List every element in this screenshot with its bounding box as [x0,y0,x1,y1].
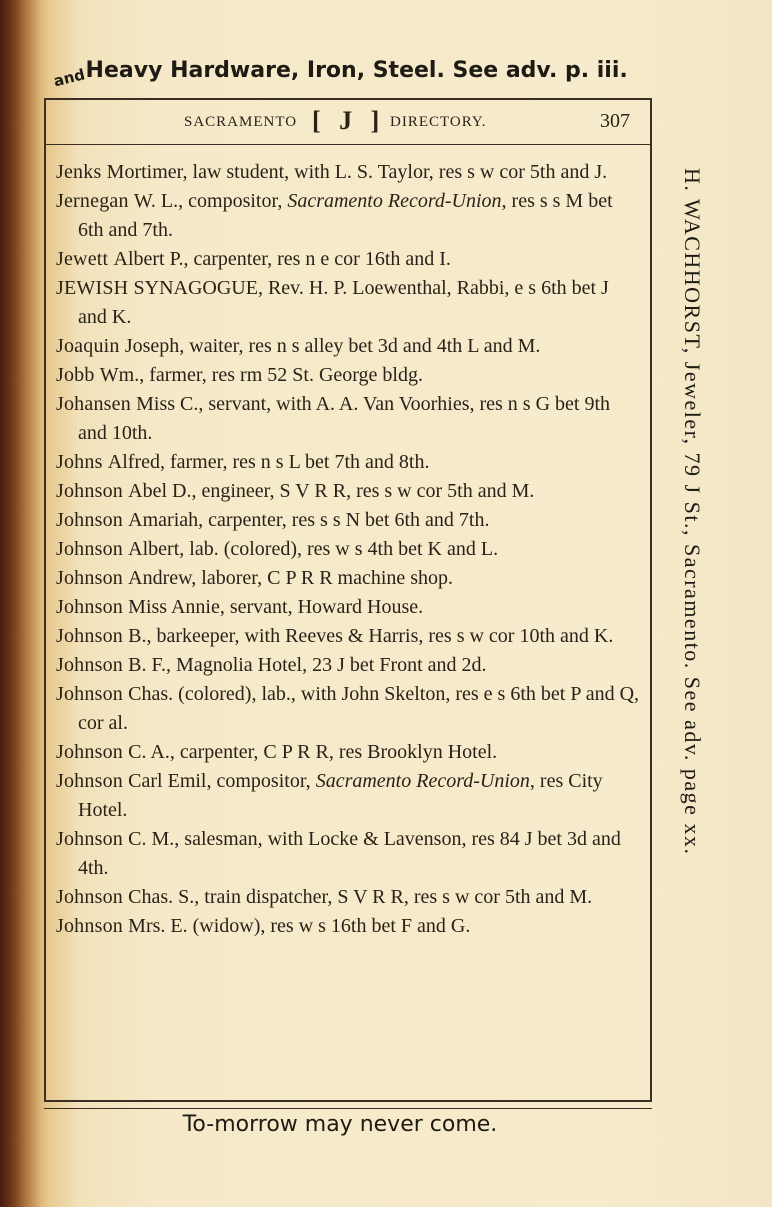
entry-text: Carl Emil, compositor, [128,770,316,792]
bottom-rule [44,1108,652,1109]
directory-entry [56,912,640,941]
entry-surname: Johnson [56,480,129,502]
directory-entry [56,738,640,767]
directory-entry [56,622,640,651]
entry-text: B. F., Magnolia Hotel, 23 J bet Front and 2d. [128,654,487,676]
directory-entry [56,651,640,680]
entry-surname: Jernegan [56,190,134,212]
banner-prefix: and [51,65,87,91]
entry-text: Chas. S., train dispatcher, S V R R, res s w cor 5th and M. [128,886,593,908]
entry-text: Joseph, waiter, res n s alley bet 3d and 4th L and M. [124,335,541,357]
entry-surname: Johns [56,451,108,473]
directory-entry [56,245,640,274]
entry-text: Andrew, laborer, C P R R machine shop. [128,567,454,589]
directory-entry [56,477,640,506]
entry-surname: JEWISH [56,277,134,299]
entry-surname: Jewett [56,248,114,270]
directory-entry [56,825,640,883]
entry-text: C. M., salesman, with Locke & Lavenson, res 84 J bet 3d and 4th. [78,828,621,879]
entry-surname: Jenks [56,161,107,183]
entry-text: Alfred, farmer, res n s L bet 7th and 8th. [107,451,430,473]
entry-text: Chas. (colored), lab., with John Skelton, res e s 6th bet P and Q, cor al. [78,683,640,734]
entry-surname: Johnson [56,770,129,792]
directory-entry [56,535,640,564]
directory-entry [56,883,640,912]
entry-text: Mrs. E. (widow), res w s 16th bet F and G. [128,915,471,937]
directory-entry [56,390,640,448]
directory-entry [56,187,640,245]
entry-surname: Johnson [56,567,129,589]
header-directory: DIRECTORY. [390,114,487,130]
top-advert-banner [52,58,652,98]
entry-surname: Johansen [56,393,137,415]
directory-entry [56,767,640,825]
entry-text: Miss C., servant, with A. A. Van Voorhies, res n s G bet 9th and 10th. [78,393,611,444]
header-city: SACRAMENTO [184,114,298,130]
entry-surname: Johnson [56,625,129,647]
side-advert: H. WACHHORST, Jeweler, 79 J St., Sacramento. See adv. page xx. [680,168,705,856]
entry-surname: Johnson [56,915,129,937]
directory-entry [56,564,640,593]
directory-entries [56,158,640,941]
directory-entry [56,158,640,187]
entry-text: Miss Annie, servant, Howard House. [128,596,424,618]
entry-surname: Jobb [56,364,100,386]
entry-text: Wm., farmer, res rm 52 St. George bldg. [99,364,423,386]
entry-text: SYNAGOGUE, Rev. H. P. Loewenthal, Rabbi, e s 6th bet J and K. [78,277,609,328]
entry-text: C. A., carpenter, C P R R, res Brooklyn Hotel. [128,741,498,763]
entry-surname: Johnson [56,538,129,560]
header-letter: [ J ] [312,106,386,135]
directory-entry [56,448,640,477]
entry-text: W. L., compositor, [133,190,288,212]
directory-entry [56,680,640,738]
entry-italic: Sacramento Record-Union [287,190,502,212]
running-header [44,104,652,145]
entry-surname: Johnson [56,596,129,618]
directory-entry [56,274,640,332]
entry-surname: Johnson [56,828,129,850]
entry-surname: Johnson [56,654,129,676]
entry-surname: Johnson [56,509,129,531]
entry-surname: Johnson [56,741,129,763]
entry-text: Mortimer, law student, with L. S. Taylor, res s w cor 5th and J. [106,161,608,183]
entry-surname: Johnson [56,683,129,705]
directory-entry [56,506,640,535]
entry-text: Albert P., carpenter, res n e cor 16th and I. [113,248,451,270]
entry-text: Albert, lab. (colored), res w s 4th bet K and L. [128,538,499,560]
entry-surname: Joaquin [56,335,125,357]
entry-italic: Sacramento Record-Union [315,770,530,792]
page-edge-shadow [0,0,40,1207]
entry-surname: Johnson [56,886,129,908]
directory-entry [56,593,640,622]
directory-entry [56,332,640,361]
entry-text: Amariah, carpenter, res s s N bet 6th and 7th. [128,509,490,531]
footer-motto: To-morrow may never come. [182,1112,498,1137]
entry-text-after: , res s s M bet 6th and 7th. [78,190,613,241]
entry-text: B., barkeeper, with Reeves & Harris, res s w cor 10th and K. [128,625,614,647]
banner-text: Heavy Hardware, Iron, Steel. See adv. p. iii. [85,58,628,83]
directory-entry [56,361,640,390]
entry-text: Abel D., engineer, S V R R, res s w cor 5th and M. [128,480,535,502]
page-number: 307 [600,110,630,132]
entry-text-after: , res City Hotel. [78,770,603,821]
